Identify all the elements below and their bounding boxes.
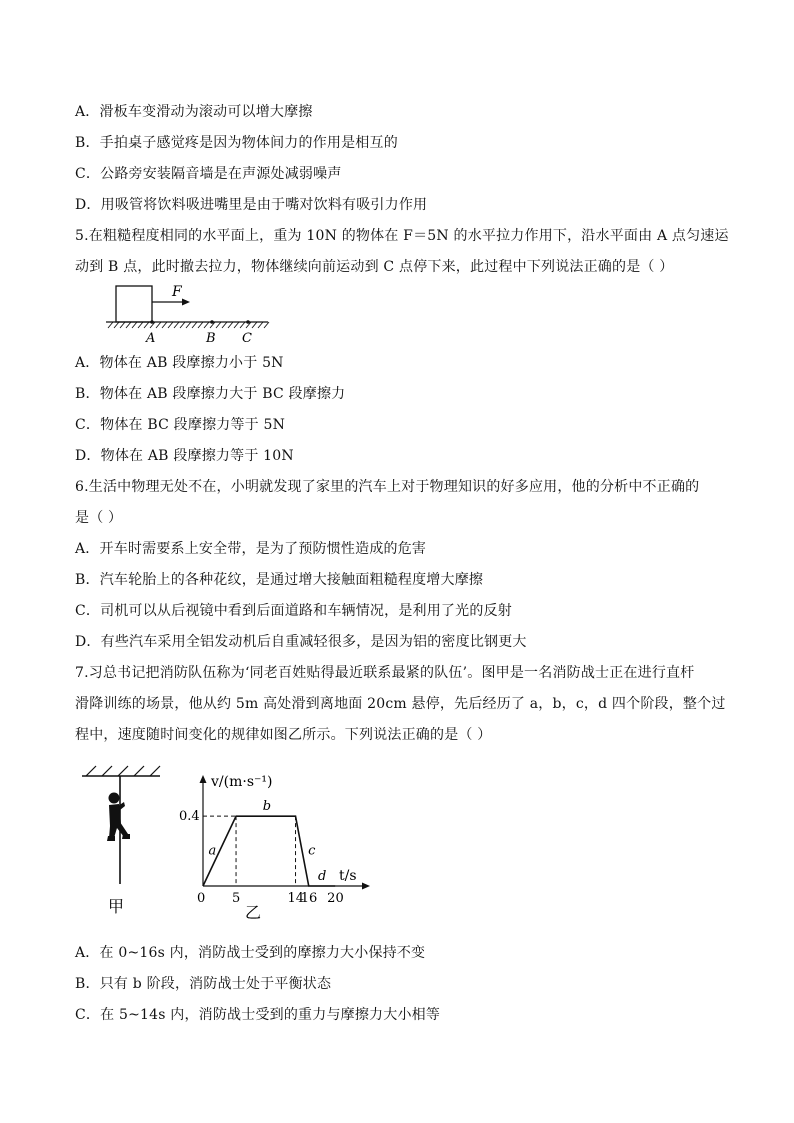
segment-label-c: c <box>308 843 316 859</box>
q7-option-c: C．在 5~14s 内，消防战士受到的重力与摩擦力大小相等 <box>75 1007 441 1023</box>
x-tick-label: 16 <box>300 891 318 906</box>
guide-lines <box>203 816 296 886</box>
segment-label-a: a <box>208 843 217 859</box>
q6-option-b: B．汽车轮胎上的各种花纹，是通过增大接触面粗糙程度增大摩擦 <box>75 572 484 588</box>
hatch-mark <box>126 322 131 328</box>
q6-stem-line2: 是（ ） <box>75 510 123 526</box>
hatch-mark <box>264 322 269 328</box>
force-label: F <box>172 284 182 300</box>
y-tick-label: 0.4 <box>179 809 200 825</box>
figure-yi-label: 乙 <box>245 903 262 922</box>
segment-label-d: d <box>317 869 327 884</box>
figure-yi-vt-chart <box>175 768 375 928</box>
hatch-mark <box>228 322 233 328</box>
q4-option-b: B．手拍桌子感觉疼是因为物体间力的作用是相互的 <box>75 135 398 151</box>
hatch-mark <box>138 322 143 328</box>
point-b-dot <box>210 320 214 324</box>
x-axis-label: t/s <box>339 868 357 884</box>
q5-stem-line1: 5.在粗糙程度相同的水平面上，重为 10N 的物体在 F＝5N 的水平拉力作用下，沿水平面由 A 点匀速运 <box>75 228 729 244</box>
hatch-mark <box>132 322 137 328</box>
q4-option-a: A．滑板车变滑动为滚动可以增大摩擦 <box>75 104 313 120</box>
hatch-mark <box>258 322 263 328</box>
x-axis-arrow <box>362 883 370 890</box>
x-tick-label: 20 <box>327 891 344 906</box>
point-a-label: A <box>146 331 156 346</box>
point-c-dot <box>246 320 250 324</box>
x-tick-label: 5 <box>232 891 241 906</box>
hatch-mark <box>144 322 149 328</box>
hatch-mark <box>156 322 161 328</box>
hatch-mark <box>168 322 173 328</box>
q5-option-c: C．物体在 BC 段摩擦力等于 5N <box>75 417 286 433</box>
q7-stem-line3: 程中，速度随时间变化的规律如图乙所示。下列说法正确的是（ ） <box>75 727 492 743</box>
hatch-mark <box>240 322 245 328</box>
segment-labels <box>209 799 327 884</box>
y-axis-label: v/(m·s⁻¹) <box>211 774 273 790</box>
segment-label-b: b <box>262 799 272 815</box>
q7-stem-line2: 滑降训练的场景，他从约 5m 高处滑到离地面 20cm 悬停，先后经历了 a，b，c，d 四个阶段，整个过 <box>75 696 726 712</box>
q5-force-diagram <box>100 280 280 348</box>
q7-option-b: B．只有 b 阶段，消防战士处于平衡状态 <box>75 976 332 992</box>
point-b-label: B <box>206 331 216 346</box>
point-a-dot <box>150 320 154 324</box>
q6-stem-line1: 6.生活中物理无处不在，小明就发现了家里的汽车上对于物理知识的好多应用，他的分析中不正确的 <box>75 479 700 495</box>
y-axis-arrow <box>200 775 207 783</box>
point-c-label: C <box>242 331 252 346</box>
hatch-mark <box>192 322 197 328</box>
q7-option-a: A．在 0~16s 内，消防战士受到的摩擦力大小保持不变 <box>75 945 426 961</box>
x-tick-label: 0 <box>197 891 206 906</box>
q5-option-b: B．物体在 AB 段摩擦力大于 BC 段摩擦力 <box>75 386 346 402</box>
ground-hatching <box>108 322 269 328</box>
hatch-mark <box>216 322 221 328</box>
hatch-mark <box>162 322 167 328</box>
force-arrow-head <box>182 299 190 306</box>
hatch-mark <box>252 322 257 328</box>
hatch-mark <box>204 322 209 328</box>
q4-option-d: D．用吸管将饮料吸进嘴里是由于嘴对饮料有吸引力作用 <box>75 197 428 213</box>
q5-option-a: A．物体在 AB 段摩擦力小于 5N <box>75 355 284 371</box>
ceiling-hatching <box>86 766 160 776</box>
q5-option-d: D．物体在 AB 段摩擦力等于 10N <box>75 448 294 464</box>
hatch-mark <box>120 322 125 328</box>
hatch-mark <box>222 322 227 328</box>
q5-stem-line2: 动到 B 点，此时撤去拉力，物体继续向前运动到 C 点停下来，此过程中下列说法正确的是（ ） <box>75 259 674 275</box>
hatch-mark <box>114 322 119 328</box>
x-tick-label: 14 <box>287 891 305 906</box>
hatch-mark <box>198 322 203 328</box>
q4-option-c: C．公路旁安装隔音墙是在声源处减弱噪声 <box>75 166 342 182</box>
q6-option-a: A．开车时需要系上安全带，是为了预防惯性造成的危害 <box>75 541 427 557</box>
hatch-mark <box>108 322 113 328</box>
block <box>116 286 152 322</box>
firefighter-figure <box>107 793 130 842</box>
figure-jia-label: 甲 <box>108 897 125 916</box>
hatch-mark <box>180 322 185 328</box>
q7-stem-line1: 7.习总书记把消防队伍称为‘同老百姓贴得最近联系最紧的队伍’。图甲是一名消防战士正在进行直杆 <box>75 665 695 681</box>
hatch-mark <box>234 322 239 328</box>
hatch-mark <box>174 322 179 328</box>
q6-option-c: C．司机可以从后视镜中看到后面道路和车辆情况，是利用了光的反射 <box>75 603 512 619</box>
tick-labels <box>179 809 344 906</box>
figure-jia <box>78 762 178 922</box>
hatch-mark <box>186 322 191 328</box>
q6-option-d: D．有些汽车采用全铝发动机后自重减轻很多，是因为铝的密度比钢更大 <box>75 634 527 650</box>
